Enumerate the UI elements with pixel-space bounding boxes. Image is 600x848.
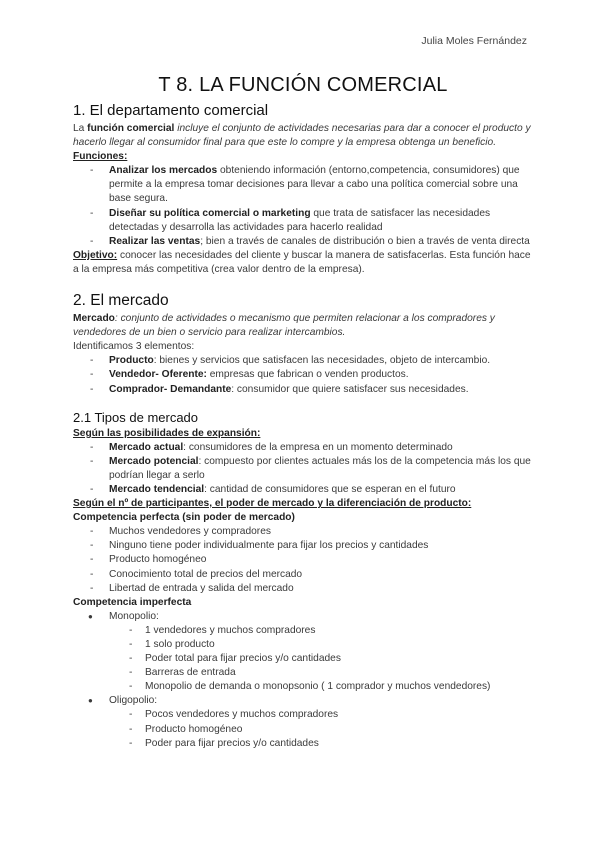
mercado-definition-text: : conjunto de actividades o mecanismo que permiten relacionar a los compradores y vendedores de un bien o servicio para realizar intercambios. — [73, 313, 495, 339]
elementos-intro: Identificamos 3 elementos: — [73, 341, 195, 353]
list-item — [73, 207, 533, 235]
section-heading-mercado: 2. El mercado — [73, 292, 169, 310]
item-term: Realizar las ventas — [109, 235, 201, 247]
oligopolio-label: Oligopolio: — [109, 695, 158, 707]
list-item — [73, 164, 533, 206]
item-text: : cantidad de consumidores que se esperan en el futuro — [204, 483, 456, 495]
mercado-term: Mercado — [73, 313, 115, 325]
item-term: Producto — [109, 355, 154, 367]
author-name: Julia Moles Fernández — [421, 35, 527, 47]
list-item: - 1 vendedores y muchos compradores — [73, 624, 533, 638]
expansion-list — [73, 441, 533, 497]
participantes-label — [73, 497, 533, 511]
item-text: : consumidor que quiere satisfacer sus necesidades. — [231, 383, 469, 395]
document-page — [73, 72, 533, 751]
list-item — [73, 483, 533, 497]
funciones-label-text: Funciones: — [73, 151, 128, 163]
oligopolio-list — [73, 708, 533, 750]
item-term: Diseñar su política comercial o marketing — [109, 207, 311, 219]
competencia-imperfecta-label: Competencia imperfecta — [73, 596, 192, 608]
item-term: Comprador- Demandante — [109, 383, 232, 395]
list-item: - Monopolio de demanda o monopsonio ( 1 comprador y muchos vendedores) — [73, 680, 533, 694]
item-text: empresas que fabrican o venden productos. — [206, 369, 409, 381]
item-text: ; bien a través de canales de distribución o bien a través de venta directa — [200, 235, 530, 247]
list-item: - Barreras de entrada — [73, 666, 533, 680]
objetivo-label: Objetivo: — [73, 249, 118, 261]
list-item — [73, 235, 533, 249]
item-term: Vendedor- Oferente: — [109, 369, 207, 381]
page-title: T 8. LA FUNCIÓN COMERCIAL — [158, 74, 448, 96]
item-term: Mercado potencial — [109, 455, 199, 467]
list-item — [73, 354, 533, 368]
list-item: - Conocimiento total de precios del mercado — [73, 568, 533, 582]
list-item: - Poder para fijar precios y/o cantidades — [73, 737, 533, 751]
competencia-perfecta-list — [73, 525, 533, 595]
expansion-label — [73, 427, 533, 441]
monopolio-list — [73, 624, 533, 694]
monopolio-label: Monopolio: — [109, 610, 159, 622]
competencia-perfecta-label: Competencia perfecta (sin poder de mercado) — [73, 512, 295, 524]
item-term: Mercado actual — [109, 441, 184, 453]
list-item: - Libertad de entrada y salida del mercado — [73, 582, 533, 596]
item-text: que trata de satisfacer las necesidades detectadas y desarrolla las actividades para hacerlo realidad — [109, 207, 491, 233]
objetivo-paragraph — [73, 249, 533, 277]
item-text: : consumidores de la empresa en un momento determinado — [183, 441, 453, 453]
list-item: - Producto homogéneo — [73, 723, 533, 737]
item-term: Mercado tendencial — [109, 483, 205, 495]
mercado-definition — [73, 312, 533, 340]
item-text: : compuesto por clientes actuales más los de la competencia más los que podrían llegar a serlo — [109, 455, 531, 481]
funciones-label — [73, 150, 533, 164]
list-item: - 1 solo producto — [73, 638, 533, 652]
list-item: - Ninguno tiene poder individualmente para fijar los precios y cantidades — [73, 539, 533, 553]
item-term: Analizar los mercados — [109, 165, 218, 177]
item-text: : bienes y servicios que satisfacen las necesidades, objeto de intercambio. — [153, 355, 491, 367]
section-heading-tipos-mercado: 2.1 Tipos de mercado — [73, 409, 199, 425]
intro-paragraph — [73, 122, 533, 150]
elementos-list — [73, 354, 533, 396]
list-item — [73, 441, 533, 455]
imperfecta-types-list-2 — [73, 694, 533, 708]
funciones-list — [73, 164, 533, 249]
imperfecta-types-list — [73, 610, 533, 624]
list-item: - Pocos vendedores y muchos compradores — [73, 708, 533, 722]
intro-definition: incluye el conjunto de actividades necesarias para dar a conocer el producto y hacerlo llegar al consumidor final para que este lo compre y la empresa obtenga un beneficio. — [73, 123, 531, 149]
list-item — [73, 383, 533, 397]
intro-pre: La — [73, 123, 88, 134]
list-item: - Muchos vendedores y compradores — [73, 525, 533, 539]
objetivo-text: conocer las necesidades del cliente y buscar la manera de satisfacerlas. Esta función hace a la empresa más competitiva (crea valor dentro de la empresa). — [73, 249, 531, 275]
list-item: - Producto homogéneo — [73, 553, 533, 567]
list-item: - Poder total para fijar precios y/o cantidades — [73, 652, 533, 666]
list-item — [73, 368, 533, 382]
item-text: obteniendo información (entorno,competencia, consumidores) que permite a la empresa tomar decisiones para llevar a cabo una política comercial sobre una base segura. — [109, 165, 520, 205]
list-item-oligopolio — [73, 694, 533, 708]
expansion-label-text: Según las posibilidades de expansión: — [73, 427, 261, 439]
intro-term: función comercial — [87, 123, 175, 134]
list-item-monopolio — [73, 610, 533, 624]
section-heading-departamento: 1. El departamento comercial — [73, 102, 269, 119]
participantes-label-text: Según el nº de participantes, el poder de mercado y la diferenciación de producto: — [73, 498, 472, 510]
list-item — [73, 455, 533, 483]
